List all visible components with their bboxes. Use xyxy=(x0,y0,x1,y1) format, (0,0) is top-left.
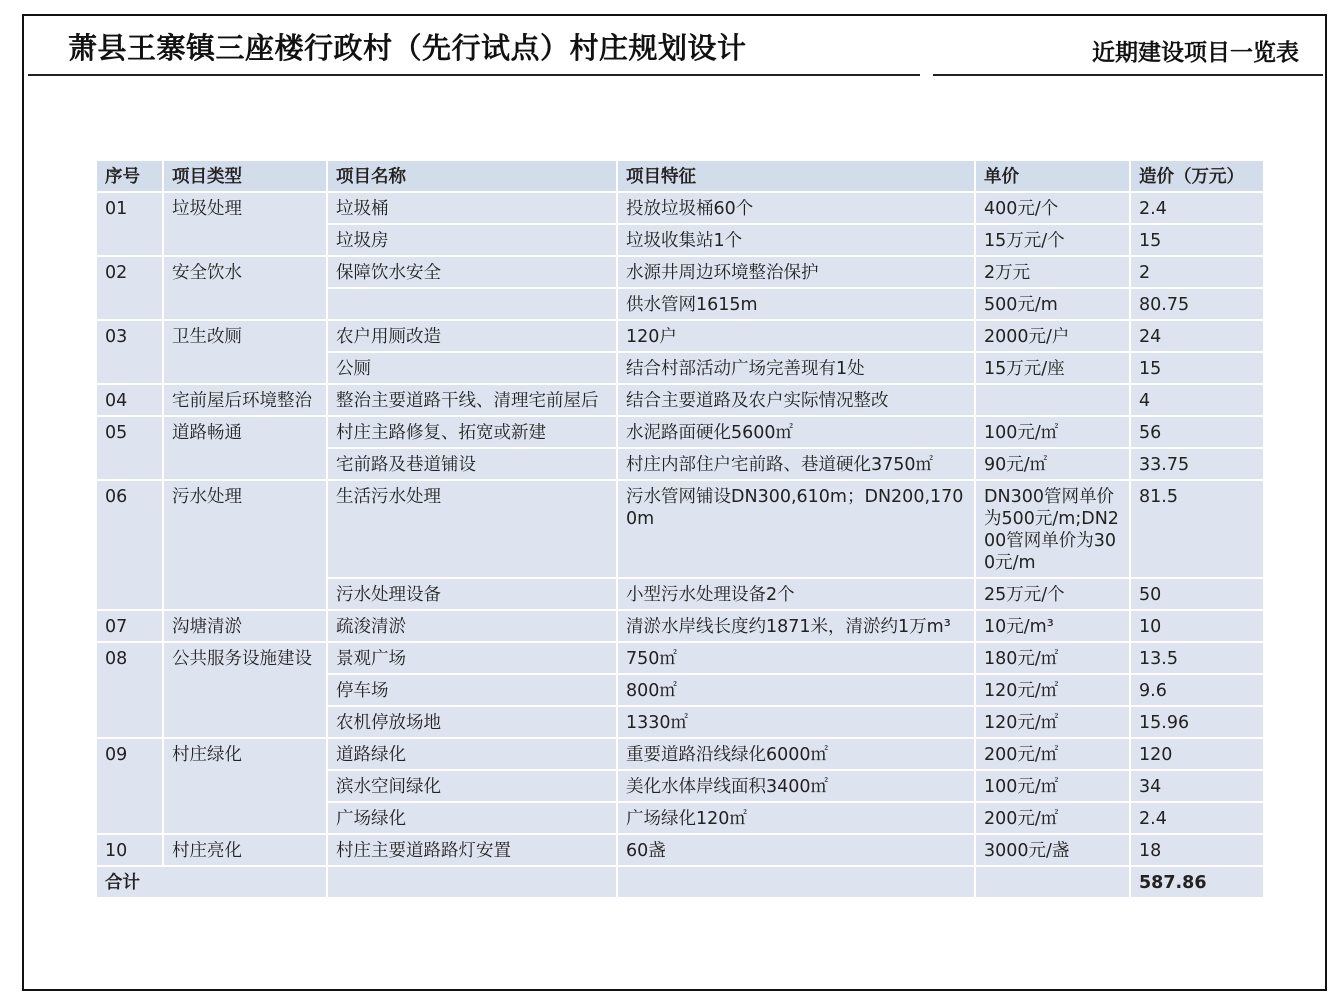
cell-type: 垃圾处理 xyxy=(163,192,327,256)
cell-name: 农户用厕改造 xyxy=(327,320,617,352)
column-header-type: 项目类型 xyxy=(163,160,327,192)
cell-feature: 供水管网1615m xyxy=(617,288,975,320)
column-header-name: 项目名称 xyxy=(327,160,617,192)
cell-feature: 800㎡ xyxy=(617,674,975,706)
cell-feature: 污水管网铺设DN300,610m；DN200,1700m xyxy=(617,480,975,578)
cell-no: 07 xyxy=(96,610,163,642)
cell-type: 村庄亮化 xyxy=(163,834,327,866)
cell-cost: 80.75 xyxy=(1130,288,1264,320)
cell-cost: 18 xyxy=(1130,834,1264,866)
total-blank-price xyxy=(975,866,1130,898)
cell-type: 道路畅通 xyxy=(163,416,327,480)
project-table xyxy=(95,159,1265,899)
table-row xyxy=(96,320,1264,352)
table-row xyxy=(96,738,1264,770)
cell-type: 卫生改厕 xyxy=(163,320,327,384)
cell-name: 疏浚清淤 xyxy=(327,610,617,642)
cell-name: 污水处理设备 xyxy=(327,578,617,610)
table-row xyxy=(96,256,1264,288)
cell-cost: 34 xyxy=(1130,770,1264,802)
title-divider-right xyxy=(933,74,1323,76)
project-table-body xyxy=(96,160,1264,898)
cell-name: 广场绿化 xyxy=(327,802,617,834)
table-row xyxy=(96,192,1264,224)
cell-price: 15万元/座 xyxy=(975,352,1130,384)
cell-type: 沟塘清淤 xyxy=(163,610,327,642)
cell-feature: 750㎡ xyxy=(617,642,975,674)
cell-cost: 33.75 xyxy=(1130,448,1264,480)
cell-name: 道路绿化 xyxy=(327,738,617,770)
cell-cost: 81.5 xyxy=(1130,480,1264,578)
cell-price: 120元/㎡ xyxy=(975,674,1130,706)
cell-price: 10元/m³ xyxy=(975,610,1130,642)
cell-cost: 15.96 xyxy=(1130,706,1264,738)
cell-type: 安全饮水 xyxy=(163,256,327,320)
cell-price: 2000元/户 xyxy=(975,320,1130,352)
cell-feature: 水泥路面硬化5600㎡ xyxy=(617,416,975,448)
table-header-row xyxy=(96,160,1264,192)
page-subtitle: 近期建设项目一览表 xyxy=(1092,40,1299,66)
cell-name: 停车场 xyxy=(327,674,617,706)
cell-feature: 垃圾收集站1个 xyxy=(617,224,975,256)
cell-type: 公共服务设施建设 xyxy=(163,642,327,738)
page-title: 萧县王寨镇三座楼行政村（先行试点）村庄规划设计 xyxy=(68,31,747,65)
cell-no: 01 xyxy=(96,192,163,256)
column-header-no: 序号 xyxy=(96,160,163,192)
cell-no: 06 xyxy=(96,480,163,610)
cell-type: 宅前屋后环境整治 xyxy=(163,384,327,416)
cell-type: 村庄绿化 xyxy=(163,738,327,834)
title-divider-left xyxy=(28,74,920,76)
cell-no: 10 xyxy=(96,834,163,866)
cell-price: 500元/m xyxy=(975,288,1130,320)
cell-name: 生活污水处理 xyxy=(327,480,617,578)
cell-type: 污水处理 xyxy=(163,480,327,610)
cell-name: 村庄主路修复、拓宽或新建 xyxy=(327,416,617,448)
cell-price: 100元/㎡ xyxy=(975,770,1130,802)
cell-cost: 13.5 xyxy=(1130,642,1264,674)
cell-cost: 56 xyxy=(1130,416,1264,448)
cell-name: 垃圾房 xyxy=(327,224,617,256)
cell-no: 02 xyxy=(96,256,163,320)
cell-name: 保障饮水安全 xyxy=(327,256,617,288)
cell-no: 03 xyxy=(96,320,163,384)
total-value: 587.86 xyxy=(1130,866,1264,898)
cell-price: 200元/㎡ xyxy=(975,738,1130,770)
cell-no: 05 xyxy=(96,416,163,480)
column-header-price: 单价 xyxy=(975,160,1130,192)
cell-feature: 广场绿化120㎡ xyxy=(617,802,975,834)
cell-cost: 2.4 xyxy=(1130,802,1264,834)
cell-price: 400元/个 xyxy=(975,192,1130,224)
cell-feature: 美化水体岸线面积3400㎡ xyxy=(617,770,975,802)
table-row xyxy=(96,834,1264,866)
total-label: 合计 xyxy=(96,866,327,898)
cell-name xyxy=(327,288,617,320)
table-row xyxy=(96,610,1264,642)
cell-name: 宅前路及巷道铺设 xyxy=(327,448,617,480)
cell-price: 200元/㎡ xyxy=(975,802,1130,834)
cell-name: 农机停放场地 xyxy=(327,706,617,738)
cell-cost: 10 xyxy=(1130,610,1264,642)
cell-no: 04 xyxy=(96,384,163,416)
cell-feature: 清淤水岸线长度约1871米，清淤约1万m³ xyxy=(617,610,975,642)
cell-feature: 投放垃圾桶60个 xyxy=(617,192,975,224)
cell-name: 公厕 xyxy=(327,352,617,384)
total-blank-feature xyxy=(617,866,975,898)
cell-name: 整治主要道路干线、清理宅前屋后 xyxy=(327,384,617,416)
cell-price: 90元/㎡ xyxy=(975,448,1130,480)
cell-price: 15万元/个 xyxy=(975,224,1130,256)
cell-cost: 4 xyxy=(1130,384,1264,416)
cell-feature: 水源井周边环境整治保护 xyxy=(617,256,975,288)
cell-feature: 120户 xyxy=(617,320,975,352)
cell-price: 2万元 xyxy=(975,256,1130,288)
cell-feature: 60盏 xyxy=(617,834,975,866)
total-blank-name xyxy=(327,866,617,898)
cell-price: 100元/㎡ xyxy=(975,416,1130,448)
cell-cost: 15 xyxy=(1130,224,1264,256)
cell-cost: 2 xyxy=(1130,256,1264,288)
cell-cost: 9.6 xyxy=(1130,674,1264,706)
column-header-cost: 造价（万元） xyxy=(1130,160,1264,192)
cell-name: 垃圾桶 xyxy=(327,192,617,224)
cell-feature: 结合主要道路及农户实际情况整改 xyxy=(617,384,975,416)
cell-feature: 村庄内部住户宅前路、巷道硬化3750㎡ xyxy=(617,448,975,480)
cell-price: DN300管网单价为500元/m;DN200管网单价为300元/m xyxy=(975,480,1130,578)
table-row xyxy=(96,416,1264,448)
table-row xyxy=(96,384,1264,416)
cell-feature: 结合村部活动广场完善现有1处 xyxy=(617,352,975,384)
cell-cost: 120 xyxy=(1130,738,1264,770)
total-row xyxy=(96,866,1264,898)
cell-feature: 1330㎡ xyxy=(617,706,975,738)
cell-cost: 2.4 xyxy=(1130,192,1264,224)
cell-price: 25万元/个 xyxy=(975,578,1130,610)
cell-price: 120元/㎡ xyxy=(975,706,1130,738)
table-row xyxy=(96,480,1264,578)
cell-cost: 24 xyxy=(1130,320,1264,352)
table-row xyxy=(96,642,1264,674)
column-header-feature: 项目特征 xyxy=(617,160,975,192)
cell-price xyxy=(975,384,1130,416)
cell-price: 180元/㎡ xyxy=(975,642,1130,674)
cell-name: 景观广场 xyxy=(327,642,617,674)
cell-cost: 15 xyxy=(1130,352,1264,384)
cell-no: 09 xyxy=(96,738,163,834)
cell-no: 08 xyxy=(96,642,163,738)
cell-name: 滨水空间绿化 xyxy=(327,770,617,802)
cell-price: 3000元/盏 xyxy=(975,834,1130,866)
cell-feature: 小型污水处理设备2个 xyxy=(617,578,975,610)
cell-feature: 重要道路沿线绿化6000㎡ xyxy=(617,738,975,770)
cell-name: 村庄主要道路路灯安置 xyxy=(327,834,617,866)
cell-cost: 50 xyxy=(1130,578,1264,610)
